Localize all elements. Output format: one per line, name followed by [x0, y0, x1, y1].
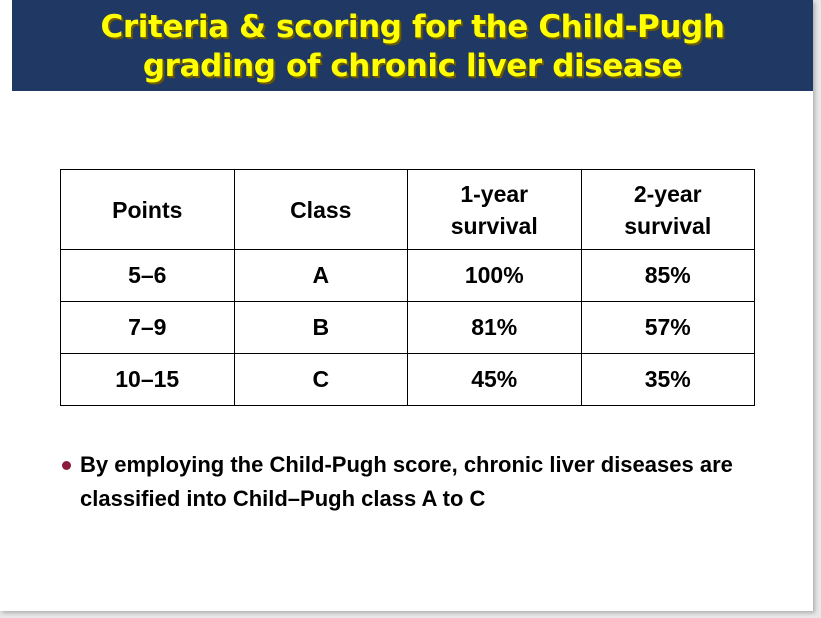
header-class: Class	[234, 170, 408, 250]
cell-1-year-survival: 81%	[408, 302, 582, 354]
cell-points: 10–15	[61, 354, 235, 406]
cell-1-year-survival: 45%	[408, 354, 582, 406]
cell-points: 5–6	[61, 250, 235, 302]
header-points: Points	[61, 170, 235, 250]
cell-1-year-survival: 100%	[408, 250, 582, 302]
cell-class: B	[234, 302, 408, 354]
slide-title-line-2: grading of chronic liver disease	[142, 48, 683, 84]
bullet-text: By employing the Child-Pugh score, chronic liver diseases are classified into Child–Pugh class A to C	[80, 452, 733, 511]
child-pugh-table	[60, 169, 755, 406]
bullet-dot-icon	[62, 461, 71, 470]
cell-2-year-survival: 35%	[581, 354, 755, 406]
table-header-row	[61, 170, 755, 250]
table-row	[61, 354, 755, 406]
cell-points: 7–9	[61, 302, 235, 354]
header-1-year-survival: 1-year survival	[408, 170, 582, 250]
bullet-point	[60, 448, 790, 516]
cell-class: C	[234, 354, 408, 406]
slide-title-line-1: Criteria & scoring for the Child-Pugh	[100, 9, 725, 45]
cell-class: A	[234, 250, 408, 302]
cell-2-year-survival: 85%	[581, 250, 755, 302]
slide-title	[12, 8, 813, 86]
cell-2-year-survival: 57%	[581, 302, 755, 354]
table-row	[61, 302, 755, 354]
header-2-year-survival: 2-year survival	[581, 170, 755, 250]
table-row	[61, 250, 755, 302]
